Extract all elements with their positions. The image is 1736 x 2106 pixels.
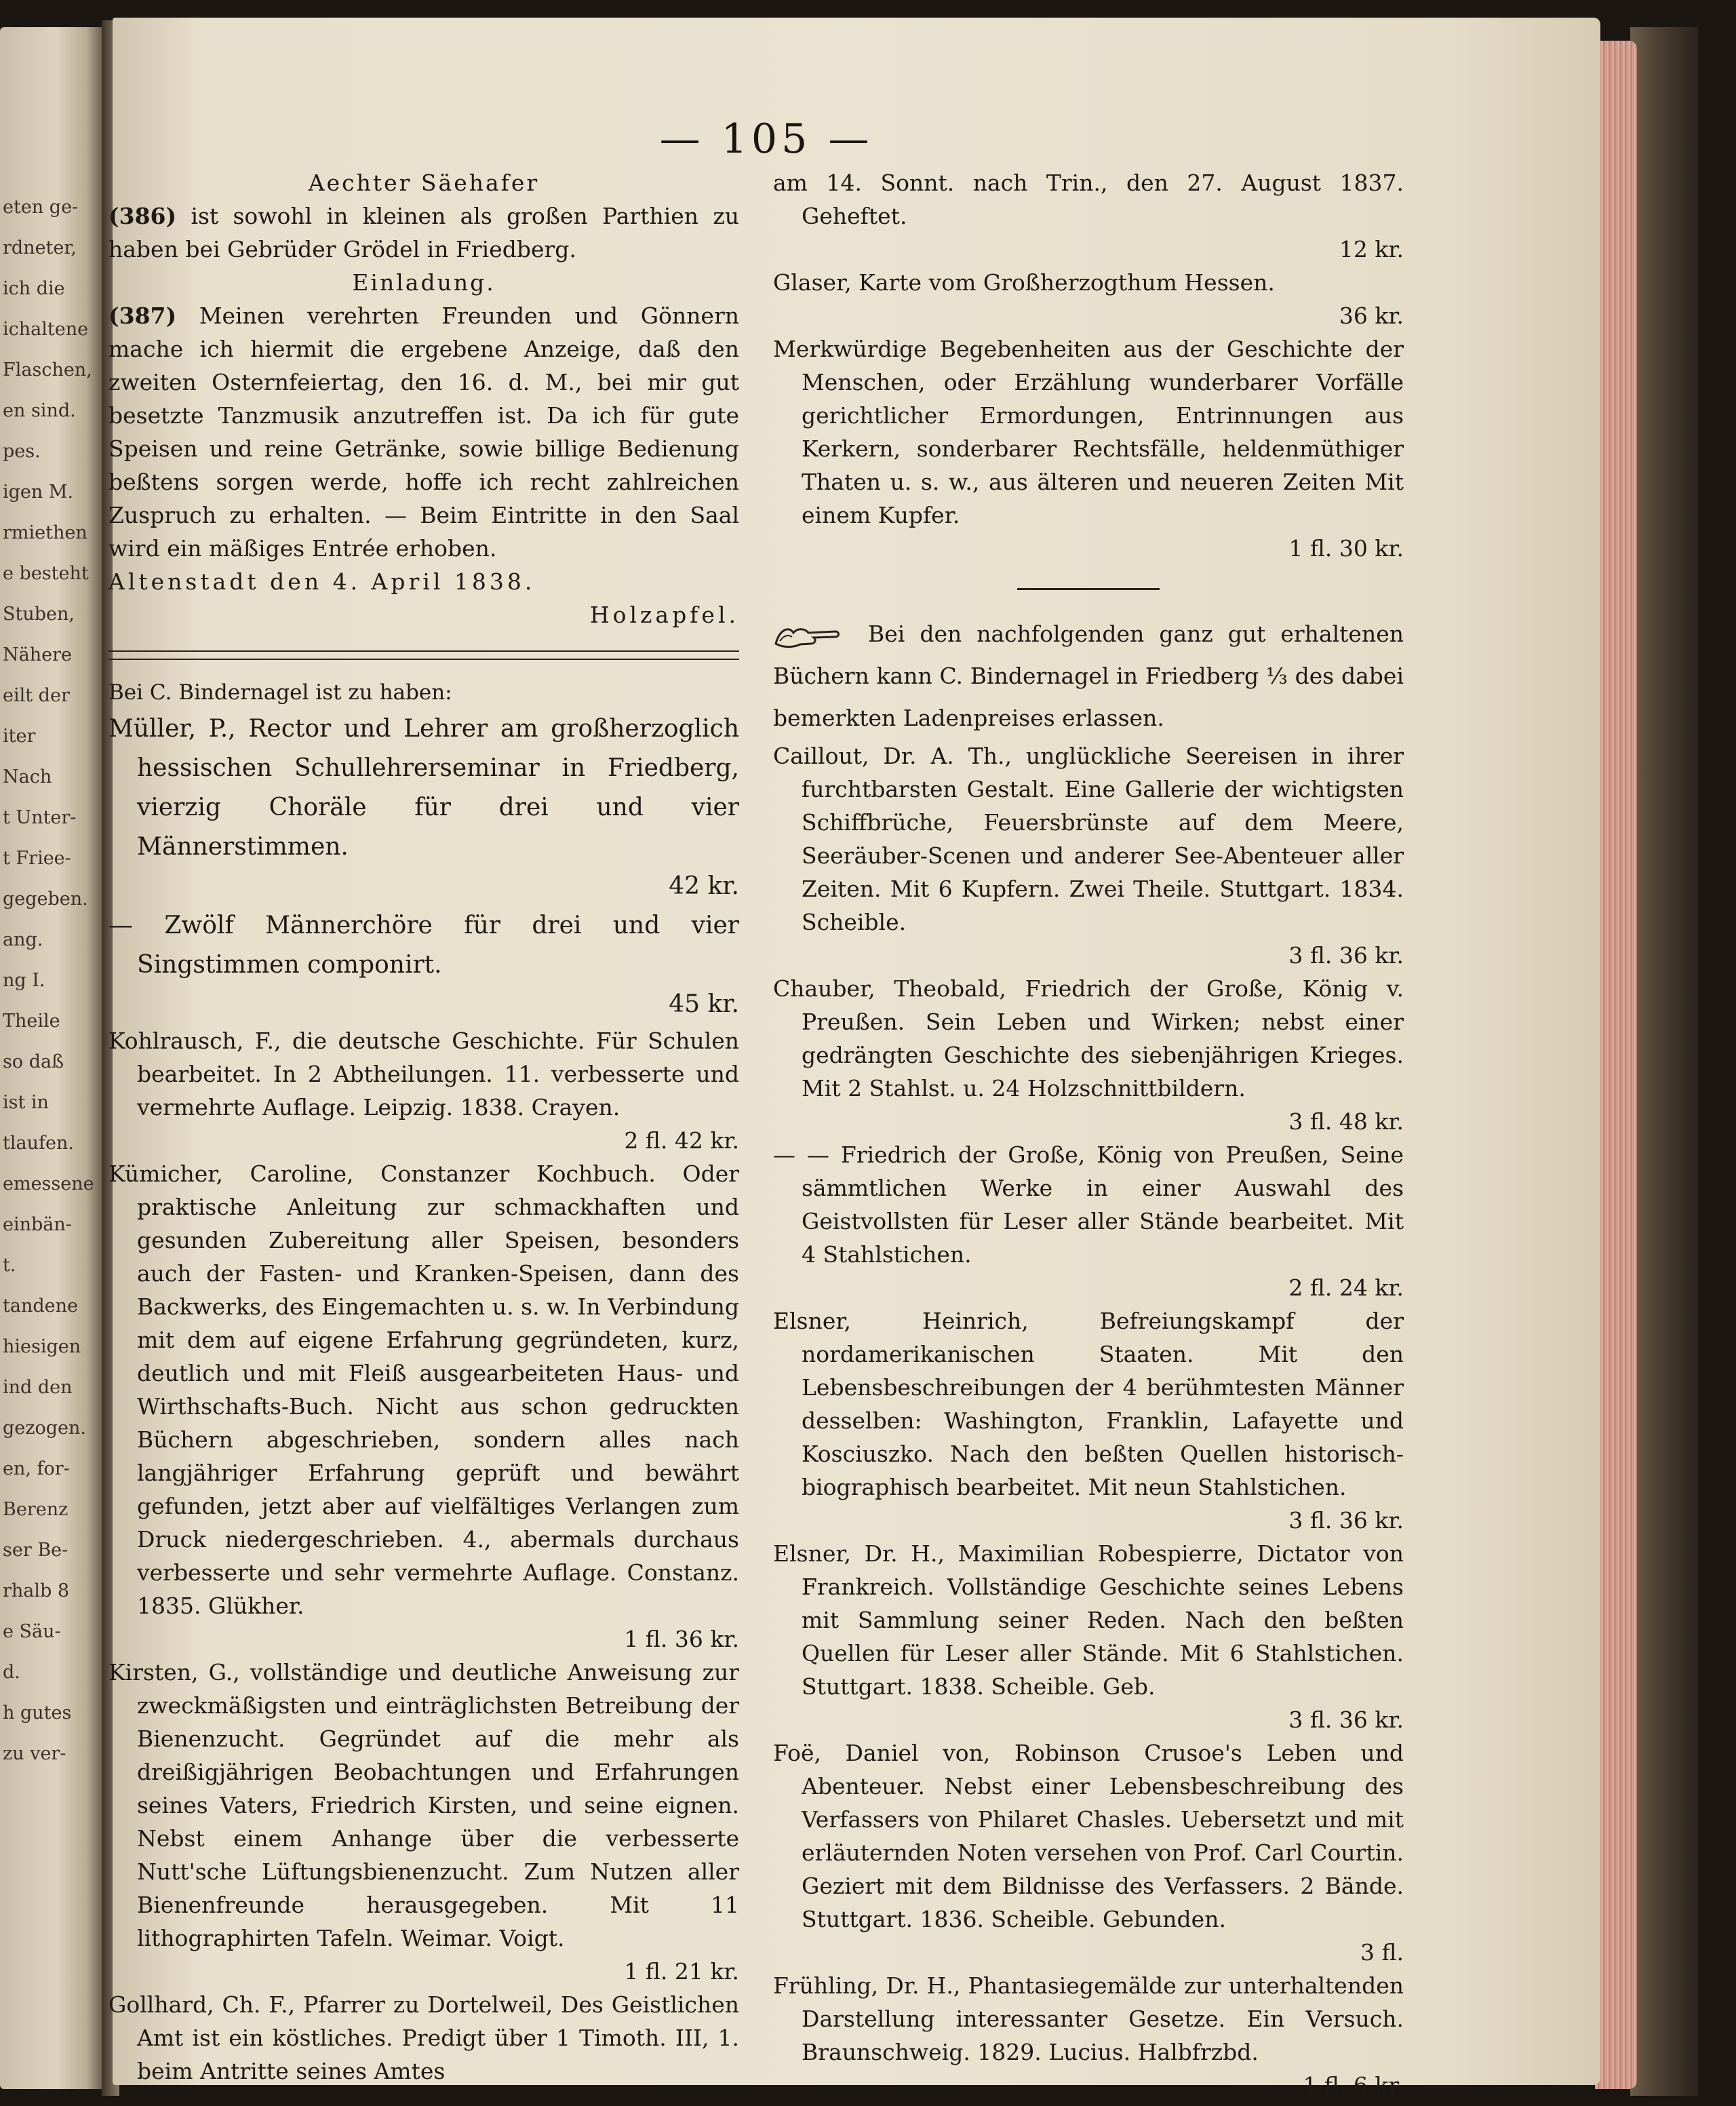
book-price: 3 fl. 36 kr. — [1288, 1707, 1404, 1733]
book-entry — [108, 1024, 739, 1157]
book-price: 3 fl. 48 kr. — [1288, 1108, 1404, 1135]
section-divider-short — [1017, 588, 1160, 590]
book-price: 3 fl. 36 kr. — [1288, 942, 1404, 969]
facing-page-fragment: rdneter, — [3, 237, 77, 258]
facing-page-fragment: Flaschen, — [3, 359, 92, 381]
page-edges — [1595, 41, 1637, 2089]
catalog-intro: Bei C. Bindernagel ist zu haben: — [108, 680, 452, 705]
book-price: 1 fl. 21 kr. — [624, 1958, 739, 1985]
facing-page-fragment: gezogen. — [3, 1418, 86, 1439]
book-entry — [108, 709, 739, 906]
discount-notice — [773, 613, 1404, 739]
facing-page-fragment: Theile — [3, 1011, 60, 1032]
book-price: 12 kr. — [1339, 236, 1404, 262]
facing-page-fragment: igen M. — [3, 482, 74, 503]
book-entry — [108, 906, 739, 1024]
facing-page-fragment: gegeben. — [3, 889, 88, 910]
book-entry — [773, 1969, 1404, 2102]
book-price: 2 fl. 24 kr. — [1288, 1274, 1404, 1301]
facing-page-fragment: ser Be- — [3, 1540, 68, 1561]
ad-signature: Holzapfel. — [589, 602, 739, 628]
pointing-hand-icon — [773, 622, 841, 649]
book-price: 1 fl. 6 kr. — [1303, 2072, 1404, 2099]
book-entry-text: — — Friedrich der Große, König von Preußen, Seine sämmtlichen Werke in einer Auswahl des Geistvollsten für Leser aller Stände bearbeitet. Mit 4 Stahlstichen. — [773, 1142, 1404, 1268]
facing-page-fragment: rhalb 8 — [3, 1580, 70, 1601]
facing-page-fragment: rmiethen — [3, 522, 87, 543]
book-price: 36 kr. — [1339, 303, 1404, 329]
facing-page-fragment: e Säu- — [3, 1621, 61, 1642]
book-entry — [108, 1656, 739, 1988]
facing-page-fragment: tandene — [3, 1295, 78, 1317]
facing-page-fragment: ng I. — [3, 970, 45, 991]
book-entry — [773, 1537, 1404, 1736]
facing-page-fragment: t Friee- — [3, 848, 71, 869]
ad-title-seed-oats: Aechter Säehafer — [308, 170, 540, 196]
book-entry — [773, 972, 1404, 1138]
page-number: — 105 — — [659, 115, 873, 163]
book-entry — [108, 1157, 739, 1656]
ad-text: ist sowohl in kleinen als großen Parthien zu haben bei Gebrüder Grödel in Friedberg. — [108, 203, 739, 262]
ad-number: (386) — [108, 203, 177, 229]
facing-page-fragment: eten ge- — [3, 197, 79, 218]
book-entry-text: Kirsten, G., vollständige und deutliche Anweisung zur zweckmäßigsten und einträglichsten Betreibung der Bienenzucht. Gegründet auf die mehr als dreißigjährigen Beobachtungen und Erfahrungen seines Vaters, Friedrich Kirsten, und seine eignen. Nebst einem Anhange über die verbesserte Nutt'sche Lüftungsbienenzucht. Zum Nutzen aller Bienenfreunde herausgegeben. Mit 11 lithographirten Tafeln. Weimar. Voigt. — [108, 1659, 739, 1951]
book-price: 45 kr. — [669, 990, 739, 1018]
facing-page-fragment: so daß — [3, 1051, 64, 1072]
ad-seed-oats — [108, 199, 739, 266]
facing-page-fragment: tlaufen. — [3, 1133, 74, 1154]
facing-page-fragment: t. — [3, 1255, 16, 1276]
book-entry-text: Gollhard, Ch. F., Pfarrer zu Dortelweil, Des Geistlichen Amt ist ein köstliches. Predigt über 1 Timoth. III, 1. beim Antritte seines Amtes — [108, 1991, 739, 2084]
notice-text: Bei den nachfolgenden ganz gut erhaltenen Büchern kann C. Bindernagel in Friedberg ⅓ des dabei bemerkten Ladenpreises erlassen. — [773, 621, 1404, 731]
book-entry-text: Müller, P., Rector und Lehrer am großherzoglich hessischen Schullehrerseminar in Friedberg, vierzig Choräle für drei und vier Männerstimmen. — [108, 715, 739, 861]
book-entry-text: Caillout, Dr. A. Th., unglückliche Seereisen in ihrer furchtbarsten Gestalt. Eine Gallerie der wichtigsten Schiffbrüche, Feuersbrünste auf dem Meere, Seeräuber-Scenen und anderer See-Abenteuer aller Zeiten. Mit 6 Kupfern. Zwei Theile. Stuttgart. 1834. Scheible. — [773, 743, 1404, 935]
book-list-right — [773, 739, 1404, 2102]
facing-page-fragment: d. — [3, 1662, 20, 1683]
facing-page-fragment: emessene — [3, 1173, 94, 1194]
ad-title-invitation: Einladung. — [352, 269, 496, 296]
book-entry-text: Foë, Daniel von, Robinson Crusoe's Leben und Abenteuer. Nebst einer Lebensbeschreibung des Verfassers von Philaret Chasles. Uebersetzt und mit erläuternden Noten versehen von Prof. Carl Courtin. Geziert mit dem Bildnisse des Verfassers. 2 Bände. Stuttgart. 1836. Scheible. Gebunden. — [773, 1740, 1404, 1932]
facing-page-fragment: eilt der — [3, 685, 70, 706]
book-entry-text: am 14. Sonnt. nach Trin., den 27. August 1837. Geheftet. — [773, 170, 1404, 229]
facing-page-fragment: h gutes — [3, 1702, 72, 1723]
book-entry — [773, 332, 1404, 565]
facing-page-fragment: Nähere — [3, 644, 72, 665]
left-column — [108, 166, 739, 2088]
book-price: 1 fl. 30 kr. — [1288, 535, 1404, 562]
facing-page-edge — [0, 27, 102, 2089]
book-entry-text: Glaser, Karte vom Großherzogthum Hessen. — [773, 269, 1275, 296]
facing-page-fragment: iter — [3, 726, 36, 747]
book-entry-text: Kümicher, Caroline, Constanzer Kochbuch. Oder praktische Anleitung zur schmackhaften und gesunden Zubereitung aller Speisen, besonders auch der Fasten- und Kranken-Speisen, dann des Backwerks, des Eingemachten u. s. w. In Verbindung mit dem auf eigene Erfahrung gegründeten, kurz, deutlich und mit Fleiß ausgearbeiteten Haus- und Wirthschafts-Buch. Nicht aus schon gedruckten Büchern abgeschrieben, sondern alles nach langjähriger Erfahrung geprüft und bewährt gefunden, jetzt aber auf vielfältiges Verlangen zum Druck niedergeschrieben. 4., abermals durchaus verbesserte und sehr vermehrte Auflage. Constanz. 1835. Glükher. — [108, 1161, 739, 1619]
facing-page-fragment: ichaltene — [3, 319, 89, 340]
ad-invitation — [108, 299, 739, 565]
book-entry-text: — Zwölf Männerchöre für drei und vier Singstimmen componirt. — [108, 912, 739, 979]
ad-place-date: Altenstadt den 4. April 1838. — [108, 568, 536, 595]
facing-page-fragment: ist in — [3, 1092, 49, 1113]
book-entry-text: Merkwürdige Begebenheiten aus der Geschichte der Menschen, oder Erzählung wunderbarer Vorfälle gerichtlicher Ermordungen, Entrinnungen aus Kerkern, sonderbarer Rechtsfälle, heldenmüthiger Thaten u. s. w., aus älteren und neueren Zeiten Mit einem Kupfer. — [773, 336, 1404, 528]
facing-page-fragment: hiesigen — [3, 1336, 81, 1357]
facing-page-fragment: Stuben, — [3, 604, 75, 625]
book-entry-text: Kohlrausch, F., die deutsche Geschichte. Für Schulen bearbeitet. In 2 Abtheilungen. 11. verbesserte und vermehrte Auflage. Leipzig. 1838. Crayen. — [108, 1028, 739, 1120]
section-divider — [108, 650, 739, 660]
book-entry-text: Elsner, Heinrich, Befreiungskampf der nordamerikanischen Staaten. Mit den Lebensbeschreibungen der 4 berühmtesten Männer desselben: Washington, Franklin, Lafayette und Kosciuszko. Nach den beßten Quellen historisch-biographisch bearbeitet. Mit neun Stahlstichen. — [773, 1308, 1404, 1500]
book-price: 1 fl. 36 kr. — [624, 1626, 739, 1652]
book-list-left — [108, 709, 739, 2088]
facing-page-fragment: zu ver- — [3, 1743, 66, 1764]
ad-text: Meinen verehrten Freunden und Gönnern mache ich hiermit die ergebene Anzeige, daß den zweiten Osternfeiertag, den 16. d. M., bei mir gut besetzte Tanzmusik anzutreffen ist. Da ich für gute Speisen und reine Getränke, sowie billige Bedienung beßtens sorgen werde, hoffe ich recht zahlreichen Zuspruch zu erhalten. — Beim Eintritte in den Saal wird ein mäßiges Entrée erhoben. — [108, 303, 739, 562]
book-entry — [773, 1304, 1404, 1537]
facing-page-fragment: t Unter- — [3, 807, 77, 828]
book-entry-text: Chauber, Theobald, Friedrich der Große, König v. Preußen. Sein Leben und Wirken; nebst einer gedrängten Geschichte des siebenjährigen Krieges. Mit 2 Stahlst. u. 24 Holzschnittbildern. — [773, 975, 1404, 1101]
book-price: 42 kr. — [669, 872, 739, 900]
book-entry — [773, 1138, 1404, 1304]
facing-page-fragment: ang. — [3, 929, 43, 950]
book-entry — [773, 266, 1404, 332]
ad-number: (387) — [108, 303, 177, 329]
book-list-right-top — [773, 166, 1404, 565]
book-entry — [108, 1988, 739, 2088]
facing-page-fragment: Berenz — [3, 1499, 68, 1520]
book-price: 3 fl. 36 kr. — [1288, 1507, 1404, 1534]
book-price: 2 fl. 42 kr. — [624, 1127, 739, 1154]
book-entry-text: Frühling, Dr. H., Phantasiegemälde zur unterhaltenden Darstellung interessanter Gesetze. Ein Versuch. Braunschweig. 1829. Lucius. Halbfrzbd. — [773, 1972, 1404, 2065]
facing-page-fragment: en sind. — [3, 400, 76, 421]
facing-page-fragment: pes. — [3, 441, 41, 462]
facing-page-fragment: Nach — [3, 766, 52, 787]
facing-page-fragment: e besteht — [3, 563, 89, 584]
facing-page-fragment: ich die — [3, 278, 65, 299]
facing-page-fragment: ind den — [3, 1377, 73, 1398]
book-entry — [773, 739, 1404, 972]
book-price: 3 fl. — [1360, 1939, 1404, 1966]
book-entry-text: Elsner, Dr. H., Maximilian Robespierre, Dictator von Frankreich. Vollständige Geschichte seines Lebens mit Sammlung seiner Reden. Nach den beßten Quellen für Leser aller Stände. Mit 6 Stahlstichen. Stuttgart. 1838. Scheible. Geb. — [773, 1540, 1404, 1700]
book-entry — [773, 166, 1404, 266]
book-entry — [773, 1736, 1404, 1969]
facing-page-fragment: einbän- — [3, 1214, 72, 1235]
book-cover-edge — [1630, 27, 1698, 2096]
right-column — [773, 166, 1404, 2102]
facing-page-fragment: en, for- — [3, 1458, 70, 1479]
